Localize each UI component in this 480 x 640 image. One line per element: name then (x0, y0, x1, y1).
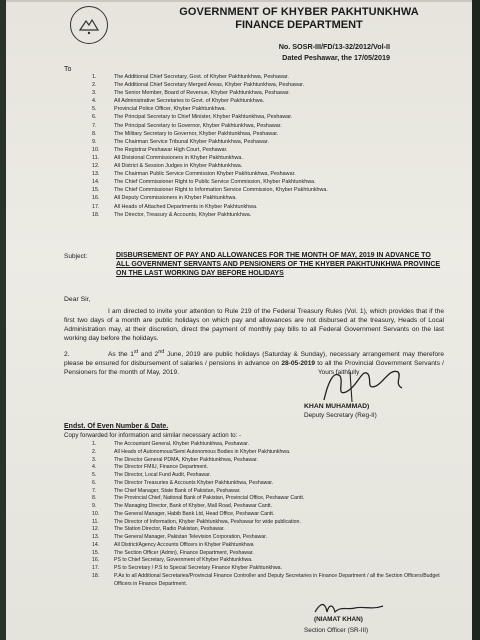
recipient-item-number: 5. (92, 106, 97, 113)
recipient-item (92, 105, 442, 113)
endorsement-item (92, 495, 442, 503)
endorsement-item-number: 12. (92, 526, 100, 533)
recipient-item (92, 146, 442, 154)
recipient-item-number: 18. (92, 211, 100, 218)
endorsement-item-number: 3. (92, 456, 97, 463)
recipient-item-text: The Chairman Public Service Commission Khyber Pakhtunkhwa, Peshawar. (114, 171, 296, 178)
recipient-item (92, 73, 442, 81)
recipient-item (92, 203, 442, 211)
endorsement-item-text: The General Manager, Habib Bank Ltd, Head Office, Peshawar Cantt. (114, 510, 275, 517)
recipient-item (92, 97, 442, 105)
recipient-item-text: All Heads of Attached Departments in Khyber Pakhtunkhwa. (114, 203, 258, 210)
endorsement-item-number: 6. (92, 479, 97, 486)
endorsement-item (92, 519, 442, 527)
subject-label: Subject: (64, 253, 88, 260)
recipient-item-number: 14. (92, 179, 100, 186)
endorsement-item (92, 480, 442, 488)
endorsement-item-number: 11. (92, 518, 99, 525)
endorsement-item-number: 17. (92, 565, 100, 571)
emblem-mountain-icon (77, 13, 101, 37)
recipient-item-text: The Chief Commissioner Right to Public Service Commission, Khyber Pakhtunkhwa. (114, 179, 316, 186)
kp-emblem-icon (70, 6, 108, 44)
to-label: To (64, 66, 72, 73)
endorsement-item-text: All Heads of Autonomous/Semi Autonomous Bodies in Khyber Pakhtunkhwa. (114, 448, 291, 455)
endorsement-item-text: The Accountant General, Khyber Pakhtunkhwa, Peshawar. (114, 441, 249, 447)
endorsement-item-number: 9. (92, 503, 97, 509)
endorsement-item (92, 472, 442, 480)
paragraph-2-part-d: to all the Provincial Government Servants / Pensioners for the month of May, 2019. (64, 360, 444, 377)
endorsement-item (92, 464, 442, 472)
endorsement-item (92, 441, 442, 449)
recipient-item-text: All Divisional Commissioners in Khyber Pakhtunkhwa. (114, 154, 243, 161)
recipient-item-number: 8. (92, 130, 97, 137)
recipient-item-text: The Director, Treasury & Accounts, Khyber Pakhtunkhwa. (114, 211, 252, 218)
endorsement-item-text: The Station Director, Radio Pakistan, Peshawar. (114, 526, 225, 533)
recipient-item-number: 6. (92, 114, 97, 121)
paragraph-2-sup-b: nd (158, 349, 165, 355)
recipient-item-number: 1. (92, 74, 97, 80)
endorsement-item-number: 5. (92, 472, 97, 478)
recipient-item-text: The Additional Chief Secretary Merged Areas, Khyber Pakhtunkhwa, Peshawar. (114, 82, 304, 89)
recipient-item-number: 10. (92, 146, 100, 153)
endorsement-item-text: The Director, Local Fund Audit, Peshawar. (114, 472, 211, 478)
endorsement-item (92, 565, 442, 573)
endorsement-item-text: The General Manager, Pakistan Television Corporation, Peshawar. (114, 534, 268, 540)
paragraph-2-part-b: and 2 (138, 351, 159, 359)
recipient-item-text: The Additional Chief Secretary, Govt. of Khyber Pakhtunkhwa, Peshawar. (114, 74, 289, 80)
endorsement-item-text: The Managing Director, Bank of Khyber, Mall Road, Peshawar Cantt. (114, 503, 273, 509)
signatory-1-name: KHAN MUHAMMAD) (304, 403, 370, 410)
recipient-item-number: 12. (92, 163, 100, 170)
paragraph-2-number: 2. (64, 351, 70, 359)
endorsement-item-text: The Provincial Chief, National Bank of Pakistan, Provincial Office, Peshawar Cantt. (114, 495, 305, 502)
endorsement-item-number: 8. (92, 495, 97, 502)
yours-faithfully: Yours faithfully (318, 369, 360, 376)
recipient-item-text: The Registrar Peshawar High Court, Peshawar. (114, 146, 228, 153)
recipient-item-text: The Senior Member, Board of Revenue, Khyber Pakhtunkhwa, Peshawar. (114, 90, 290, 97)
dated-line: Dated Peshawar, the 17/05/2019 (282, 53, 390, 62)
recipient-item (92, 81, 442, 89)
endorsement-item-text: PS to Secretary / P.S to Special Secretary Finance Khyber Pakhtunkhwa. (114, 565, 283, 571)
salutation: Dear Sir, (64, 296, 91, 303)
recipient-item-number: 2. (92, 82, 97, 89)
endorsement-item-text: The Director Treasuries & Accounts Khyber Pakhtunkhwa, Peshawar. (114, 479, 274, 486)
paragraph-2-part-a: As the 1 (108, 351, 134, 359)
recipient-item-text: The Principal Secretary to Chief Minister, Khyber Pakhtunkhwa, Peshawar. (114, 114, 293, 121)
endorsement-item-number: 7. (92, 487, 97, 494)
recipient-item (92, 170, 442, 178)
signatory-1-designation: Deputy Secretary (Reg-II) (304, 412, 377, 419)
recipient-item (92, 130, 442, 138)
endorsement-item-text: The Chief Manager, State Bank of Pakistan, Peshawar. (114, 487, 241, 494)
endorsement-title: Endst. Of Even Number & Date. (64, 423, 169, 430)
signature-2-icon (311, 598, 391, 618)
recipient-item (92, 178, 442, 186)
signature-1-icon (306, 362, 416, 406)
copy-forwarded-line: Copy forwarded for information and similar necessary action to: - (64, 432, 242, 439)
recipient-item (92, 211, 442, 219)
recipient-item-number: 7. (92, 122, 97, 129)
recipient-item-text: Provincial Police Officer, Khyber Pakhtunkhwa. (114, 106, 226, 113)
paper-top-edge (6, 0, 472, 2)
endorsement-item (92, 557, 442, 565)
recipient-item-number: 16. (92, 195, 100, 202)
recipient-item (92, 89, 442, 97)
recipient-item-number: 3. (92, 90, 97, 97)
department-title: FINANCE DEPARTMENT (235, 19, 363, 31)
endorsement-item-number: 14. (92, 541, 100, 548)
endorsement-item-number: 4. (92, 464, 97, 471)
endorsement-item (92, 511, 442, 519)
recipient-item (92, 162, 442, 170)
recipient-item-text: The Military Secretary to Governor, Khyber Pakhtunkhwa, Peshawar. (114, 130, 279, 137)
recipient-item-text: The Principal Secretary to Governor, Khyber Pakhtunkhwa, Peshawar. (114, 122, 282, 129)
recipient-item-number: 11. (92, 154, 100, 161)
recipient-list (92, 73, 442, 219)
recipient-item-number: 4. (92, 98, 97, 105)
recipient-item (92, 122, 442, 130)
paragraph-2-part-c: June, 2019 are public holidays (Saturday & Sunday), necessary arrangement may therefore please be ensured for disbursement of salaries / pensions in advance on (64, 351, 444, 368)
reference-number: No. SOSR-III/FD/13-32/2012/Vol-II (278, 42, 390, 51)
endorsement-item-number: 10. (92, 510, 100, 517)
recipient-item-text: The Chief Commissioner Right to Information Service Commission, Khyber Pakhtunkhwa. (114, 187, 328, 194)
recipient-item-text: All Administrative Secretaries to Govt. of Khyber Pakhtunkhwa. (114, 98, 265, 105)
recipient-item (92, 154, 442, 162)
endorsement-item (92, 542, 442, 550)
endorsement-item (92, 457, 442, 465)
endorsement-item-text: The Director General PDMA, Khyber Pakhtunkhwa, Peshawar. (114, 456, 258, 463)
signatory-2-name: (NIAMAT KHAN) (314, 616, 363, 623)
endorsement-item-text: The Director FMIU, Finance Department. (114, 464, 208, 471)
photo-background-right (472, 0, 480, 640)
endorsement-item-number: 18. (92, 572, 100, 579)
endorsement-item-text: The Section Officer (Admn), Finance Department, Peshawar. (114, 549, 254, 556)
endorsement-item-number: 13. (92, 534, 100, 540)
recipient-item-text: All Deputy Commissioners in Khyber Pakhtunkhwa. (114, 195, 237, 202)
recipient-item (92, 113, 442, 121)
recipient-item-text: All District & Session Judges in Khyber Pakhtunkhwa. (114, 163, 243, 170)
endorsement-item (92, 488, 442, 496)
signatory-2-designation: Section Officer (SR-III) (304, 627, 369, 634)
paragraph-1: I am directed to invite your attention to Rule 219 of the Federal Treasury Rules (Vol. 1), which provides that if the first two days of a month are public holidays on which pay and allowances are not disbursed at the treasury, Heads of Local Administration may, at their discretion, direct the payment of monthly pay bills to all Federal Government Servants on the last working day before the holidays. (64, 308, 444, 342)
endorsement-item (92, 503, 442, 511)
recipient-item (92, 194, 442, 202)
recipient-item-number: 13. (92, 171, 100, 178)
recipient-item-text: The Chairman Service Tribunal Khyber Pakhtunkhwa, Peshawar. (114, 138, 269, 145)
endorsement-item (92, 573, 442, 589)
endorsement-item (92, 526, 442, 534)
paragraph-2-date: 28-05-2019 (281, 360, 316, 368)
endorsement-item (92, 550, 442, 558)
endorsement-item-text: P.As to all Additional Secretaries/Provincial Finance Controller and Deputy Secretaries in Finance Department / all the Section Officers/Budget Officers in Finance Department. (114, 572, 440, 587)
recipient-item-number: 17. (92, 203, 100, 210)
endorsement-item-number: 1. (92, 441, 97, 447)
endorsement-item (92, 449, 442, 457)
government-title: GOVERNMENT OF KHYBER PAKHTUNKHWA (179, 6, 419, 18)
recipient-item-number: 15. (92, 187, 100, 194)
recipient-item (92, 186, 442, 194)
endorsement-item-number: 15. (92, 549, 100, 556)
endorsement-item-text: PS to Chief Secretary, Government of Khyber Pakhtunkhwa. (114, 557, 253, 564)
subject-text: DISBURSEMENT OF PAY AND ALLOWANCES FOR THE MONTH OF MAY, 2019 IN ADVANCE TO ALL GOVERNMENT SERVANTS AND PENSIONERS OF THE KHYBER PAKHTUNKHWA PROVINCE ON THE LAST WORKING DAY BEFORE HOLIDAYS (116, 252, 441, 278)
endorsement-item-text: The Director of Information, Khyber Pakhtunkhwa, Peshawar for wide publication. (114, 518, 301, 525)
endorsement-item-number: 16. (92, 557, 100, 564)
endorsement-item-text: All District/Agency Accounts Officers in Khyber Pakhtunkhwa (114, 541, 254, 548)
paragraph-2-sup-a: st (133, 349, 139, 355)
endorsement-list (92, 441, 442, 588)
recipient-item (92, 138, 442, 146)
endorsement-item-number: 2. (92, 448, 97, 455)
recipient-item-number: 9. (92, 138, 97, 145)
notification-document (6, 0, 472, 640)
endorsement-item (92, 534, 442, 542)
